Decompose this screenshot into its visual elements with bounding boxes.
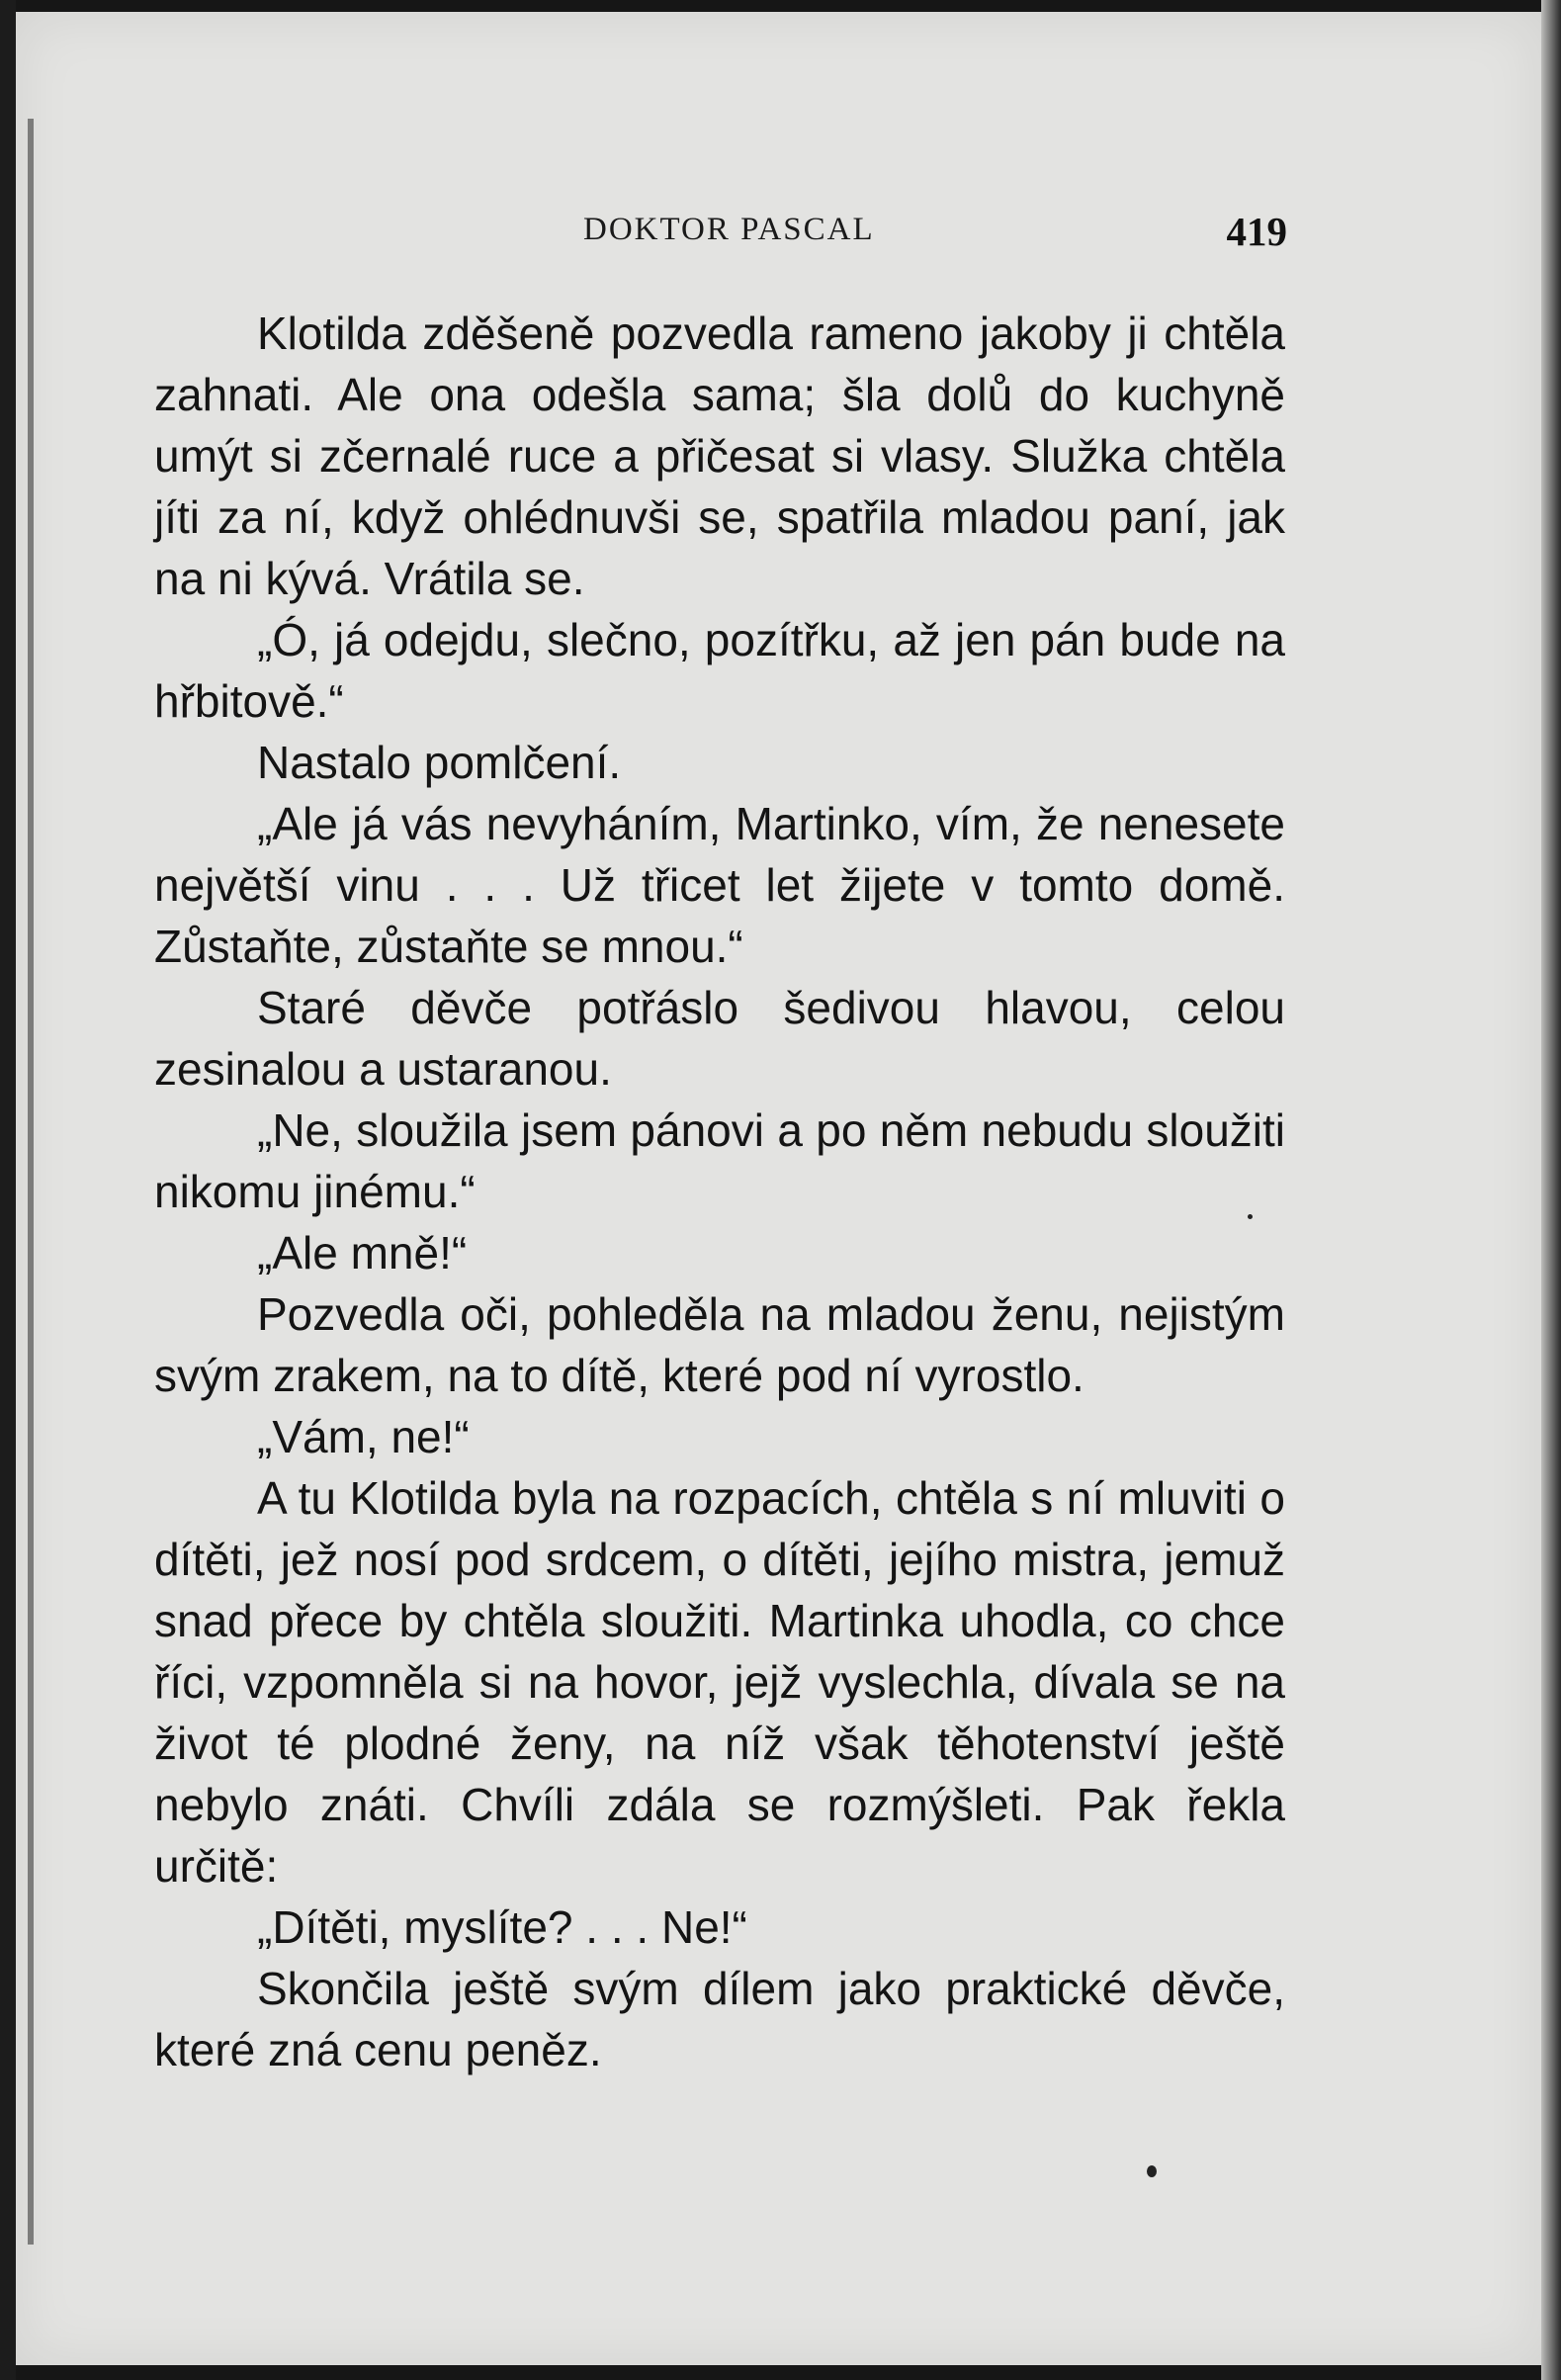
ink-speck bbox=[1147, 2165, 1157, 2177]
paragraph: Skončila ještě svým dílem jako praktické děvče, které zná cenu peněz. bbox=[154, 1963, 1285, 2075]
paragraph: „Dítěti, myslíte? . . . Ne!“ bbox=[257, 1901, 747, 1953]
paragraph: Pozvedla oči, pohleděla na mladou ženu, nejistým svým zrakem, na to dítě, které pod ní vyrostlo. bbox=[154, 1288, 1285, 1401]
page-header bbox=[150, 208, 1287, 257]
paragraph: Nastalo pomlčení. bbox=[257, 737, 622, 788]
body-text bbox=[154, 303, 1285, 2080]
paragraph: Staré děvče potřáslo šedivou hlavou, celou zesinalou a ustaranou. bbox=[154, 982, 1285, 1095]
running-title: DOKTOR PASCAL bbox=[583, 212, 875, 247]
paragraph: „Ale já vás nevyháním, Martinko, vím, že nenesete největší vinu . . . Už třicet let žijete v tomto domě. Zůstaňte, zůstaňte se mnou.“ bbox=[154, 798, 1285, 972]
paragraph: „Ne, sloužila jsem pánovi a po něm nebudu sloužiti nikomu jinému.“ bbox=[154, 1104, 1285, 1217]
paragraph: „Ó, já odejdu, slečno, pozítřku, až jen pán bude na hřbitově.“ bbox=[154, 614, 1285, 727]
margin-pencil-mark bbox=[28, 119, 34, 2245]
paragraph: „Vám, ne!“ bbox=[257, 1411, 470, 1462]
paragraph: Klotilda zděšeně pozvedla rameno jakoby ji chtěla zahnati. Ale ona odešla sama; šla dolů do kuchyně umýt si zčernalé ruce a přičesat si vlasy. Služka chtěla jíti za ní, když ohlédnuvši se, spatřila mladou paní, jak na ni kývá. Vrátila se. bbox=[154, 308, 1285, 604]
scan-right-edge bbox=[1541, 0, 1561, 2380]
paragraph: „Ale mně!“ bbox=[257, 1227, 468, 1278]
scan-left-edge bbox=[0, 0, 16, 2380]
page-number: 419 bbox=[1226, 209, 1287, 254]
paragraph: A tu Klotilda byla na rozpacích, chtěla s ní mluviti o dítěti, jež nosí pod srdcem, o dítěti, jejího mistra, jemuž snad přece by chtěla sloužiti. Martinka uhodla, co chce říci, vzpomněla si na hovor, jejž vyslechla, dívala se na život té plodné ženy, na níž však těhotenství ještě nebylo znáti. Chvíli zdála se rozmýšleti. Pak řekla určitě: bbox=[154, 1472, 1285, 1892]
